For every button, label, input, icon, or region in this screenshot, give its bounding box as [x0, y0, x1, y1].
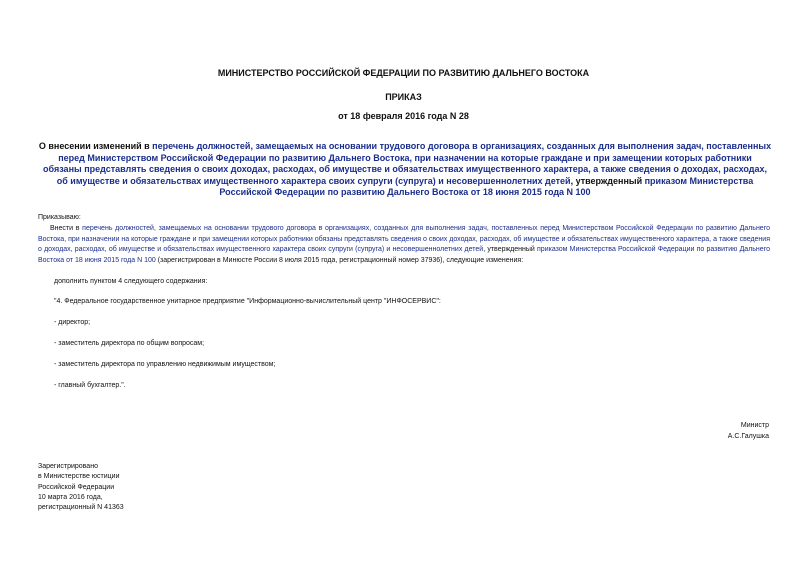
list-item: - заместитель директора по общим вопросам; [54, 340, 205, 347]
subject-link-list[interactable]: перечень должностей, замещаемых на основании трудового договора в организациях, созданных для выполнения задач, поставленных перед Министерством Российской Федерации по развитию Дальнего Востока, при назначении на которые граждане и при замещении которых работники обязаны представлять сведения о своих доходах, расходах, об имуществе и обязательствах имущественного характера, а также сведения о доходах, расходах, об имуществе и обязательствах имущественного характера своих супруги (супруга) и несовершеннолетних детей [43, 141, 772, 186]
registration-line: Зарегистрировано [38, 463, 98, 470]
list-item: - главный бухгалтер.". [54, 382, 126, 389]
main-link-list[interactable]: перечень должностей, замещаемых на основании трудового договора в организациях, созданных для выполнения задач, поставленных перед Министерством Российской Федерации по развитию Дальнего Востока, при назначении на которые граждане и при замещении которых работники обязаны представлять сведения о своих доходах, расходах, об имуществе и обязательствах имущественного характера, а также сведения о доходах, расходах, об имуществе и обязательствах имущественного характера своих супруги (супруга) и несовершеннолетних детей [38, 225, 770, 253]
subject-text-1: О внесении изменений в [38, 141, 153, 151]
list-item: дополнить пунктом 4 следующего содержания: [54, 278, 208, 285]
registration-line: 10 марта 2016 года, [38, 493, 103, 501]
main-text-3: (зарегистрирован в Минюсте России 8 июля 2015 года, регистрационный номер 37936), следующие изменения: [155, 256, 524, 264]
document-type: ПРИКАЗ [385, 92, 422, 102]
main-text-2: , утвержденный [483, 246, 538, 253]
document-date-number: от 18 февраля 2016 года N 28 [338, 111, 469, 121]
list-item: - заместитель директора по управлению недвижимым имуществом; [54, 361, 276, 368]
signer-title: Министр [740, 422, 769, 429]
main-paragraph [38, 224, 770, 266]
main-text-1: Внести в [50, 225, 83, 232]
main-link-order[interactable]: приказом Министерства Российской Федерации по развитию Дальнего Востока от 18 июня 2015 года N 100 [38, 246, 770, 264]
order-word: Приказываю: [38, 214, 81, 221]
document-subject [38, 141, 772, 199]
subject-text-2: , утвержденный [570, 175, 645, 186]
registration-line: в Министерстве юстиции [38, 473, 120, 481]
signature-block [728, 421, 769, 442]
registration-line: Российской Федерации [38, 483, 115, 491]
registration-line: регистрационный N 41363 [38, 504, 124, 512]
ministry-heading: МИНИСТЕРСТВО РОССИЙСКОЙ ФЕДЕРАЦИИ ПО РАЗВИТИЮ ДАЛЬНЕГО ВОСТОКА [217, 68, 590, 78]
subject-link-order[interactable]: приказом Министерства Российской Федерации по развитию Дальнего Востока от 18 июня 2015 года N 100 [219, 175, 754, 197]
registration-block [38, 462, 124, 513]
list-item: "4. Федеральное государственное унитарное предприятие "Информационно-вычислительный центр "ИНФОСЕРВИС": [54, 298, 441, 305]
list-item: - директор; [54, 319, 91, 326]
signer-name: А.С.Галушка [727, 432, 769, 440]
